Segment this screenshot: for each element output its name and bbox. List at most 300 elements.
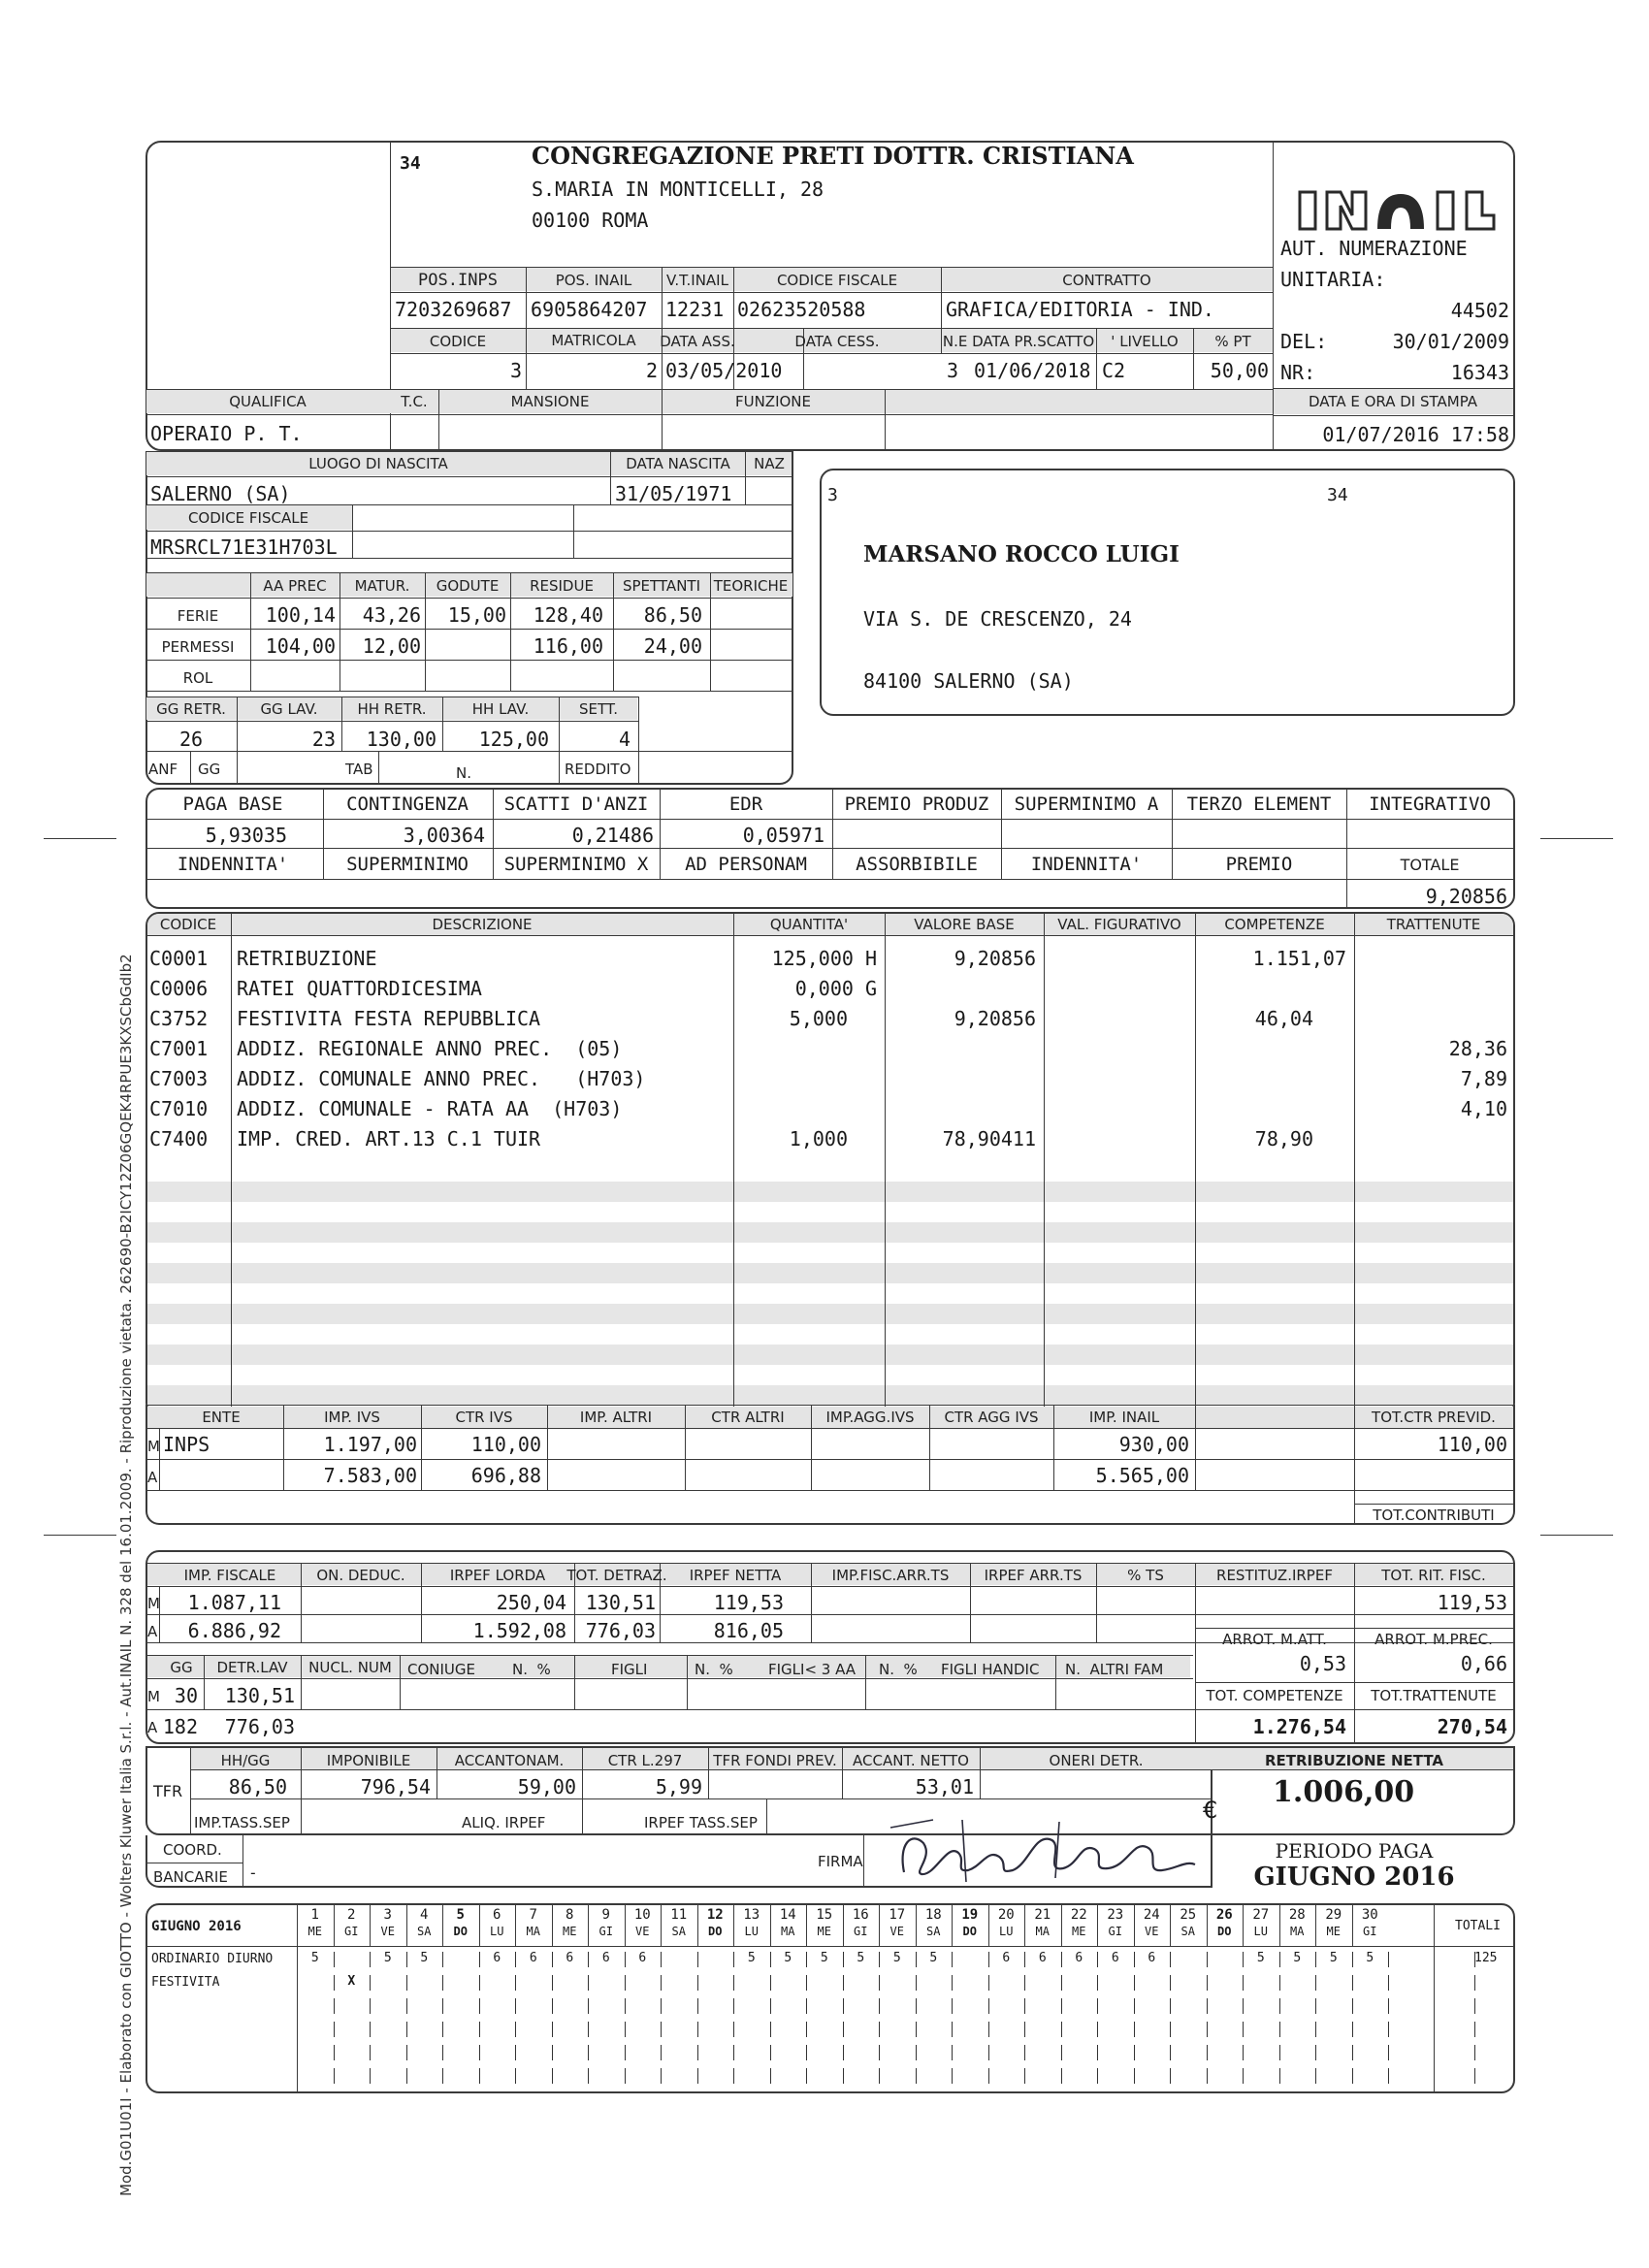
calendar-tick (1207, 1998, 1208, 2014)
tax-m-tot-rit: 119,53 (1437, 1591, 1507, 1614)
detr-header-gg: GG (170, 1659, 193, 1676)
tax-m-imp-fiscale: 1.087,11 (187, 1591, 281, 1614)
calendar-tick (1474, 1952, 1475, 1967)
contrib-header-tot-ctr: TOT.CTR PREVID. (1372, 1409, 1496, 1426)
calendar-tick (1134, 2068, 1135, 2084)
tax-header-restituz: RESTITUZ.IRPEF (1216, 1567, 1333, 1584)
ordinario-value: 6 (493, 1951, 501, 1965)
ordinario-value: 5 (747, 1951, 756, 1965)
label-vt-inail: V.T.INAIL (666, 272, 728, 289)
item-qty: 0,000 G (794, 977, 877, 1000)
tax-m-irpef-lorda: 250,04 (496, 1591, 566, 1614)
detr-header-figli: FIGLI (611, 1661, 648, 1678)
calendar-day-name: ME (1326, 1925, 1341, 1938)
item-qty: 125,000 H (771, 947, 877, 970)
calendar-tick (1243, 2022, 1244, 2037)
contrib-header-imp-altri: IMP. ALTRI (579, 1409, 653, 1426)
calendar-tick (916, 2068, 917, 2084)
value-edr: 0,05971 (742, 824, 824, 847)
calendar-tick (916, 1998, 917, 2014)
calendar-day-number: 5 (456, 1907, 465, 1923)
ordinario-value: 5 (1293, 1951, 1302, 1965)
calendar-day-name: MA (781, 1925, 795, 1938)
calendar-day-number: 10 (633, 1907, 651, 1923)
label-rol: ROL (182, 669, 213, 687)
item-tratt: 28,36 (1448, 1037, 1507, 1060)
netto-value: 1.006,00 (1273, 1775, 1415, 1809)
calendar-day-number: 22 (1070, 1907, 1087, 1923)
calendar-tick (625, 2045, 626, 2060)
item-base: 9,20856 (954, 947, 1036, 970)
calendar-tick (552, 2045, 553, 2060)
ordinario-value: 5 (310, 1951, 319, 1965)
calendar-day-number: 2 (347, 1907, 356, 1923)
value-pt: 50,00 (1210, 359, 1269, 382)
calendar-tick (661, 2022, 662, 2037)
calendar-day-number: 15 (816, 1907, 833, 1923)
label-teoriche: TEORICHE (713, 577, 789, 595)
label-tc: T.C. (401, 393, 428, 410)
item-code: C7001 (149, 1037, 209, 1060)
calendar-tick (515, 1998, 516, 2014)
calendar-day-number: 26 (1215, 1907, 1233, 1923)
item-code: C0006 (149, 977, 209, 1000)
calendar-day-number: 11 (670, 1907, 688, 1923)
calendar-tick (1388, 2022, 1389, 2037)
calendar-tick (588, 1998, 589, 2014)
calendar-day-name: GI (1108, 1925, 1122, 1938)
aut-unitaria: UNITARIA: (1280, 268, 1386, 291)
calendar-tick (1352, 1998, 1353, 2014)
label-data-ass: DATA ASS. (660, 333, 735, 350)
calendar-tick (697, 1975, 698, 1991)
contrib-a-imp-ivs: 7.583,00 (323, 1464, 417, 1487)
calendar-day-name: ME (1072, 1925, 1086, 1938)
permessi-residue: 116,00 (533, 634, 603, 658)
value-hh-retr: 130,00 (366, 728, 436, 751)
calendar-tick (988, 2022, 989, 2037)
contrib-a-label: A (147, 1469, 158, 1486)
value-contratto: GRAFICA/EDITORIA - IND. (946, 298, 1214, 321)
arrot-mprec-label: ARROT. M.PREC. (1374, 1631, 1493, 1648)
recipient-name: MARSANO ROCCO LUIGI (863, 541, 1180, 567)
calendar-tick (952, 2045, 953, 2060)
value-pos-inps: 7203269687 (395, 298, 512, 321)
tax-m-irpef-netta: 119,53 (713, 1591, 784, 1614)
calendar-tick (370, 1998, 371, 2014)
calendar-day-name: MA (1035, 1925, 1050, 1938)
calendar-tick (1474, 1975, 1475, 1991)
item-desc: ADDIZ. REGIONALE ANNO PREC. (05) (237, 1037, 623, 1060)
label-sett: SETT. (578, 700, 619, 718)
calendar-day-number: 3 (383, 1907, 392, 1923)
calendar-tick (1315, 1998, 1316, 2014)
tfr-header-fondi-prev: TFR FONDI PREV. (713, 1752, 837, 1769)
calendar-tick (770, 2022, 771, 2037)
ordinario-value: 5 (383, 1951, 392, 1965)
calendar-day-number: 17 (889, 1907, 906, 1923)
calendar-tick (515, 2068, 516, 2084)
calendar-day-number: 9 (601, 1907, 610, 1923)
calendar-tick (733, 2068, 734, 2084)
calendar-tick (515, 1975, 516, 1991)
calendar-tick (1207, 2068, 1208, 2084)
side-legal-text: Mod.G01U01I - Elaborato con GIOTTO - Wolters Kluwer Italia S.r.l. - Aut.INAIL N. 328 del 16.01.2009. - Riproduzione vietata. 262690-B2ICY12Z06GQEK4RPUE3KXSCbGdIb2 (117, 954, 135, 2196)
calendar-tick (442, 1998, 443, 2014)
aut-del-label: DEL: (1280, 330, 1328, 353)
calendar-tick (1352, 1975, 1353, 1991)
tax-header-imp-fisc-arr: IMP.FISC.ARR.TS (831, 1567, 950, 1584)
calendar-day-number: 13 (743, 1907, 760, 1923)
calendar-tick (916, 2045, 917, 2060)
label-totale: TOTALE (1400, 856, 1460, 874)
inail-logo (1296, 182, 1500, 237)
calendar-tick (406, 2068, 407, 2084)
calendar-tick (1315, 2068, 1316, 2084)
calendar-tick (770, 2068, 771, 2084)
calendar-tick (1061, 1998, 1062, 2014)
item-desc: ADDIZ. COMUNALE - RATA AA (H703) (237, 1097, 623, 1120)
ferie-aa-prec: 100,14 (265, 603, 336, 627)
tfr-label: TFR (153, 1782, 183, 1800)
calendar-tick (1207, 1952, 1208, 1967)
value-codice-fiscale: 02623520588 (737, 298, 866, 321)
print-date-label: DATA E ORA DI STAMPA (1308, 393, 1478, 410)
contrib-m-ctr-ivs: 110,00 (470, 1433, 541, 1456)
calendar-tick (442, 2045, 443, 2060)
calendar-day-name: SA (1180, 1925, 1195, 1938)
items-header-descrizione: DESCRIZIONE (432, 916, 533, 933)
calendar-day-number: 29 (1325, 1907, 1342, 1923)
value-data-pr-scatto: 01/06/2018 (974, 359, 1091, 382)
tot-trattenute-label: TOT.TRATTENUTE (1371, 1687, 1497, 1704)
calendar-tick (697, 1998, 698, 2014)
calendar-day-name: SA (417, 1925, 432, 1938)
calendar-tick (1315, 1975, 1316, 1991)
label-assorbibile: ASSORBIBILE (856, 854, 978, 875)
value-totale: 9,20856 (1425, 885, 1507, 908)
recipient-street: VIA S. DE CRESCENZO, 24 (863, 607, 1132, 631)
calendar-tick (843, 1975, 844, 1991)
item-base: 78,90411 (942, 1127, 1036, 1150)
calendar-tick (1279, 2022, 1280, 2037)
calendar-tick (1207, 1975, 1208, 1991)
ordinario-label: ORDINARIO DIURNO (151, 1952, 274, 1966)
tfr-imponibile: 796,54 (360, 1775, 431, 1798)
recipient-left-code: 3 (827, 485, 838, 505)
calendar-tick (1352, 2068, 1353, 2084)
label-qualifica: QUALIFICA (229, 393, 307, 410)
label-mansione: MANSIONE (510, 393, 590, 410)
calendar-tick (334, 1998, 335, 2014)
calendar-tick (515, 2022, 516, 2037)
label-codice-fiscale: CODICE FISCALE (776, 272, 898, 289)
tax-header-irpef-netta: IRPEF NETTA (689, 1567, 782, 1584)
calendar-tick (806, 2045, 807, 2060)
aut-numerazione: AUT. NUMERAZIONE (1280, 237, 1468, 260)
tfr-header-imponibile: IMPONIBILE (326, 1752, 411, 1769)
label-superminimo-x: SUPERMINIMO X (503, 854, 649, 875)
calendar-tick (661, 2068, 662, 2084)
detr-header-figli-handic: FIGLI HANDIC (941, 1661, 1040, 1678)
item-tratt: 4,10 (1460, 1097, 1507, 1120)
detr-header-coniuge: CONIUGE (407, 1661, 476, 1678)
calendar-tick (1474, 2022, 1475, 2037)
calendar-tick (406, 2045, 407, 2060)
calendar-tick (988, 1975, 989, 1991)
label-paga-base: PAGA BASE (182, 794, 283, 815)
calendar-tick (1170, 2045, 1171, 2060)
item-comp: 1.151,07 (1252, 947, 1346, 970)
calendar-day-name: MA (526, 1925, 540, 1938)
label-reddito: REDDITO (565, 761, 631, 778)
tfr-accant-netto: 53,01 (915, 1775, 974, 1798)
items-header-quantita: QUANTITA' (769, 916, 849, 933)
value-codice: 3 (509, 359, 522, 382)
tax-a-irpef-lorda: 1.592,08 (472, 1619, 566, 1642)
calendar-tick (1388, 2045, 1389, 2060)
calendar-tick (552, 1998, 553, 2014)
calendar-tick (806, 1998, 807, 2014)
tax-a-imp-fiscale: 6.886,92 (187, 1619, 281, 1642)
detr-header-n1: N. % (512, 1661, 551, 1678)
item-comp: 78,90 (1254, 1127, 1313, 1150)
calendar-tick (1097, 2045, 1098, 2060)
item-code: C3752 (149, 1007, 209, 1030)
calendar-tick (1024, 2045, 1025, 2060)
calendar-day-name: GI (344, 1925, 359, 1938)
calendar-tick (733, 2022, 734, 2037)
label-premio-produz: PREMIO PRODUZ (844, 794, 989, 815)
calendar-day-number: 19 (961, 1907, 979, 1923)
calendar-tick (1388, 1952, 1389, 1967)
item-comp: 46,04 (1254, 1007, 1313, 1030)
permessi-matur: 12,00 (362, 634, 421, 658)
ordinario-value: 6 (529, 1951, 537, 1965)
ordinario-value: 5 (784, 1951, 792, 1965)
label-pos-inps: POS.INPS (418, 271, 498, 290)
contrib-a-ctr-ivs: 696,88 (470, 1464, 541, 1487)
ordinario-total: 125 (1474, 1951, 1498, 1965)
recipient-city: 84100 SALERNO (SA) (863, 669, 1074, 693)
permessi-spettanti: 24,00 (643, 634, 702, 658)
calendar-tick (952, 1975, 953, 1991)
value-ne: 3 (947, 359, 959, 382)
label-gg-retr: GG RETR. (156, 700, 226, 718)
calendar-tick (370, 2045, 371, 2060)
tfr-irpef-tass-sep: IRPEF TASS.SEP (644, 1814, 758, 1831)
calendar-tick (806, 2068, 807, 2084)
calendar-day-number: 20 (997, 1907, 1015, 1923)
value-pos-inail: 6905864207 (531, 298, 648, 321)
label-integrativo: INTEGRATIVO (1369, 794, 1491, 815)
item-code: C0001 (149, 947, 209, 970)
calendar-day-number: 8 (566, 1907, 574, 1923)
label-indennita: INDENNITA' (177, 854, 289, 875)
value-data-nascita: 31/05/1971 (615, 482, 732, 505)
label-ne-data: N.E DATA PR.SCATTO (942, 333, 1095, 350)
aut-number: 44502 (1450, 299, 1509, 322)
item-desc: RETRIBUZIONE (237, 947, 377, 970)
calendar-tick (879, 1975, 880, 1991)
calendar-tick (625, 2068, 626, 2084)
detr-header-n2: N. % (695, 1661, 733, 1678)
detr-header-detr-lav: DETR.LAV (216, 1659, 288, 1676)
netto-label: RETRIBUZIONE NETTA (1264, 1752, 1444, 1769)
calendar-tick (442, 2022, 443, 2037)
label-tab: TAB (345, 761, 373, 778)
calendar-tick (552, 2022, 553, 2037)
item-desc: FESTIVITA FESTA REPUBBLICA (237, 1007, 541, 1030)
calendar-tick (916, 2022, 917, 2037)
ferie-residue: 128,40 (533, 603, 603, 627)
calendar-tick (952, 2022, 953, 2037)
calendar-day-name: LU (744, 1925, 759, 1938)
contrib-m-imp-inail: 930,00 (1118, 1433, 1189, 1456)
label-scatti: SCATTI D'ANZI (503, 794, 649, 815)
ordinario-value: 6 (566, 1951, 574, 1965)
calendar-day-number: 23 (1107, 1907, 1124, 1923)
label-luogo-nascita: LUOGO DI NASCITA (308, 455, 448, 472)
label-contratto: CONTRATTO (1062, 272, 1151, 289)
calendar-tick (334, 1952, 335, 1967)
calendar-tick (442, 1975, 443, 1991)
item-tratt: 7,89 (1460, 1067, 1507, 1090)
calendar-tick (770, 2045, 771, 2060)
calendar-tick (442, 1952, 443, 1967)
label-funzione: FUNZIONE (734, 393, 812, 410)
label-premio: PREMIO (1225, 854, 1293, 875)
tax-header-irpef-arr: IRPEF ARR.TS (984, 1567, 1083, 1584)
label-n: N. (456, 764, 471, 782)
tax-a-label: A (147, 1623, 158, 1640)
calendar-tick (952, 1952, 953, 1967)
detr-header-altri-fam: N. ALTRI FAM (1065, 1661, 1164, 1678)
bancarie-value: - (248, 1863, 258, 1882)
calendar-tick (334, 2068, 335, 2084)
calendar-day-name: VE (635, 1925, 650, 1938)
tax-header-imp-fiscale: IMP. FISCALE (183, 1567, 276, 1584)
ordinario-value: 5 (929, 1951, 938, 1965)
calendar-day-name: DO (962, 1925, 977, 1938)
detr-a-detr: 776,03 (224, 1715, 295, 1738)
value-data-ass: 03/05/2010 (665, 359, 783, 382)
tax-a-tot-detraz: 776,03 (585, 1619, 656, 1642)
items-header-trattenute: TRATTENUTE (1386, 916, 1481, 933)
value-hh-lav: 125,00 (478, 728, 549, 751)
calendar-tick (879, 2068, 880, 2084)
calendar-tick (1097, 1975, 1098, 1991)
calendar-tick (1170, 1952, 1171, 1967)
calendar-tick (479, 2022, 480, 2037)
label-codice: CODICE (429, 333, 487, 350)
aut-nr-label: NR: (1280, 361, 1316, 384)
detr-m-detr: 130,51 (224, 1684, 295, 1707)
contrib-header-ctr-ivs: CTR IVS (455, 1409, 513, 1426)
tax-m-label: M (147, 1595, 160, 1612)
label-spettanti: SPETTANTI (622, 577, 701, 595)
calendar-tick (879, 2022, 880, 2037)
label-livello: ' LIVELLO (1111, 333, 1179, 350)
detr-m-gg: 30 (174, 1684, 198, 1707)
calendar-tick (1024, 2022, 1025, 2037)
calendar-tick (1279, 2068, 1280, 2084)
detr-m-label: M (147, 1688, 160, 1705)
label-data-cess: DATA CESS. (794, 333, 880, 350)
calendar-tick (479, 2045, 480, 2060)
calendar-tick (916, 1975, 917, 1991)
calendar-tick (552, 2068, 553, 2084)
label-pt: % PT (1214, 333, 1251, 350)
calendar-day-name: GI (854, 1925, 868, 1938)
calendar-day-name: ME (817, 1925, 831, 1938)
item-desc: IMP. CRED. ART.13 C.1 TUIR (237, 1127, 541, 1150)
calendar-tick (1134, 2022, 1135, 2037)
label-anf: ANF (148, 761, 178, 778)
ferie-spettanti: 86,50 (643, 603, 702, 627)
value-scatti: 0,21486 (571, 824, 654, 847)
calendar-day-number: 28 (1288, 1907, 1306, 1923)
calendar-tick (1243, 1975, 1244, 1991)
label-hh-lav: HH LAV. (471, 700, 530, 718)
calendar-tick (1024, 1975, 1025, 1991)
tfr-header-accantonam: ACCANTONAM. (454, 1752, 565, 1769)
contrib-header-ctr-altri: CTR ALTRI (711, 1409, 785, 1426)
calendar-tick (697, 2022, 698, 2037)
tax-header-ts: % TS (1127, 1567, 1164, 1584)
calendar-day-name: VE (1145, 1925, 1159, 1938)
ferie-matur: 43,26 (362, 603, 421, 627)
label-data-nascita: DATA NASCITA (626, 455, 730, 472)
calendar-day-name: LU (1253, 1925, 1268, 1938)
tax-header-tot-rit: TOT. RIT. FISC. (1381, 1567, 1486, 1584)
calendar-tick (588, 2068, 589, 2084)
calendar-tick (1170, 1975, 1171, 1991)
calendar-tick (1170, 2068, 1171, 2084)
aut-nr-value: 16343 (1450, 361, 1509, 384)
tfr-aliq-irpef: ALIQ. IRPEF (462, 1814, 546, 1831)
items-header-val-figurativo: VAL. FIGURATIVO (1057, 916, 1181, 933)
detr-a-gg: 182 (162, 1715, 198, 1738)
label-matur: MATUR. (354, 577, 410, 595)
calendar-day-number: 30 (1361, 1907, 1378, 1923)
label-terzo-element: TERZO ELEMENT (1186, 794, 1332, 815)
item-code: C7003 (149, 1067, 209, 1090)
label-permessi: PERMESSI (161, 638, 235, 656)
calendar-tick (952, 1998, 953, 2014)
label-indennita-2: INDENNITA' (1030, 854, 1143, 875)
calendar-tick (1352, 2022, 1353, 2037)
calendar-tick (588, 1975, 589, 1991)
items-header-codice: CODICE (159, 916, 217, 933)
calendar-tick (406, 1975, 407, 1991)
calendar-tick (879, 2045, 880, 2060)
ordinario-value: 6 (1148, 1951, 1156, 1965)
calendar-tick (1279, 1975, 1280, 1991)
items-header-competenze: COMPETENZE (1224, 916, 1325, 933)
calendar-day-number: 7 (529, 1907, 537, 1923)
calendar-totali-label: TOTALI (1455, 1919, 1501, 1933)
label-aa-prec: AA PREC (263, 577, 327, 595)
calendar-tick (334, 2045, 335, 2060)
label-pos-inail: POS. INAIL (555, 272, 632, 289)
calendar-day-name: ME (307, 1925, 322, 1938)
calendar-tick (370, 2068, 371, 2084)
label-naz: NAZ (754, 455, 785, 472)
label-godute: GODUTE (436, 577, 500, 595)
calendar-day-number: 21 (1034, 1907, 1051, 1923)
tfr-header-accant-netto: ACCANT. NETTO (853, 1752, 969, 1769)
